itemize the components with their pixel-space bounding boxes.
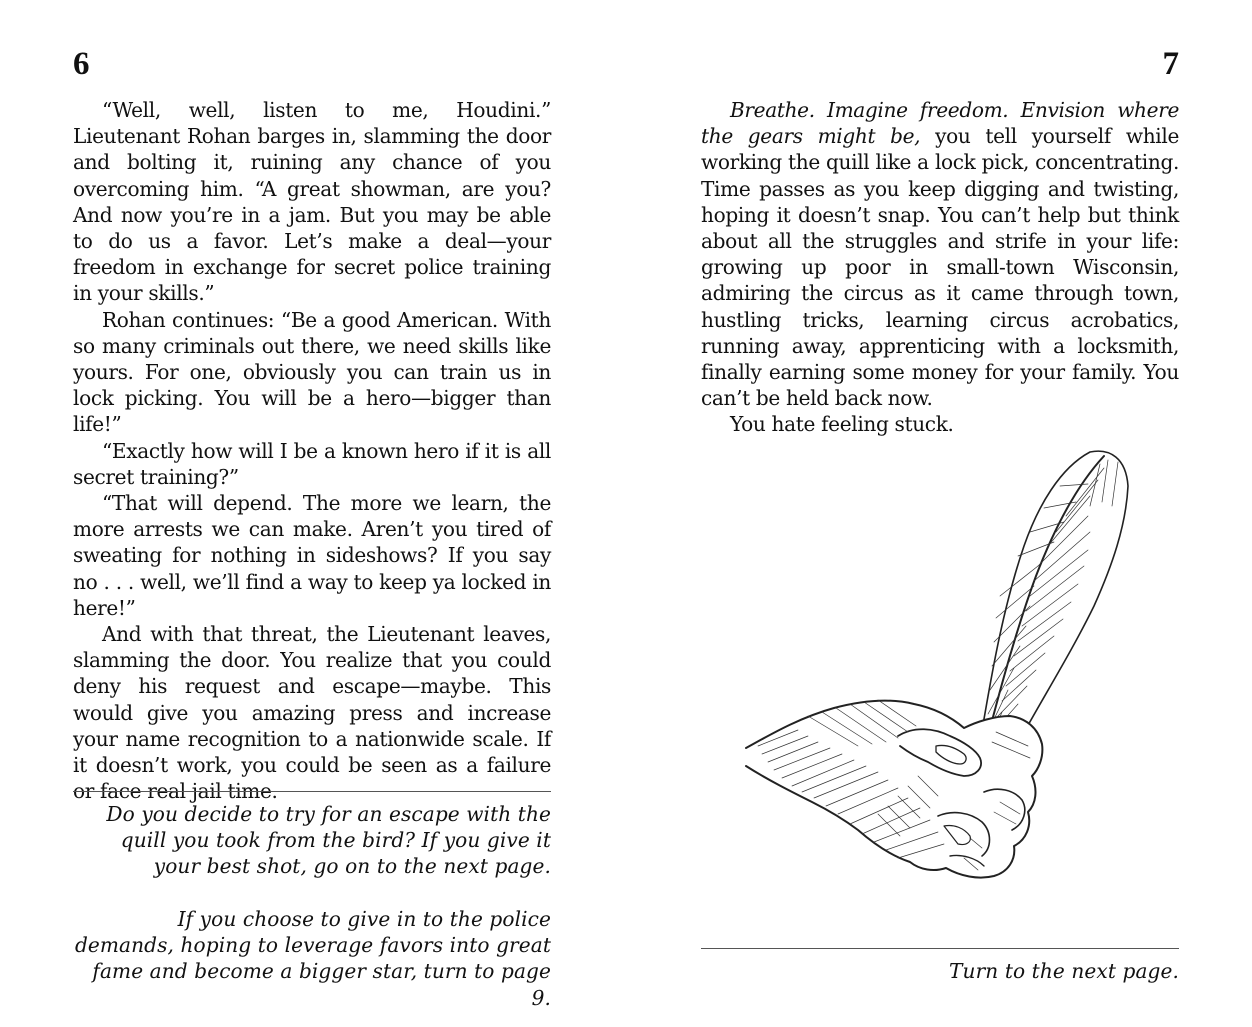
paragraph: Breathe. Imagine freedom. Envision where the gears might be, you tell yourself while working the quill like a lock pick, concentrating. Time passes as you keep digging and twisting, hoping it doesn’t snap. You can’t help but think about all the struggles and strife in your life: growing up poor in small-town Wisconsin, admiring the circus as it came through town, hustling tricks, learning circus acrobatics, running away, apprenticing with a locksmith, finally earning some money for your family. You can’t be held back now. — [701, 98, 1180, 411]
paragraph: “That will depend. The more we learn, the more arrests we can make. Aren’t you tired of sweating for nothing in sideshows? If you say no . . . well, we’ll find a way to keep ya locked in here!” — [73, 491, 551, 620]
paragraph: “Well, well, listen to me, Houdini.” Lieutenant Rohan barges in, slamming the door and bolting it, ruining any chance of you overcoming him. “A great showman, are you? And now you’re in a jam. But you may be able to do us a favor. Let’s make a deal—your freedom in exchange for secret police training in your skills.” — [73, 98, 551, 306]
inner-thought: Breathe. Imagine freedom. Envision where the gears might be, — [701, 98, 1179, 149]
page-number: 7 — [1162, 46, 1179, 82]
story-text — [701, 97, 1179, 438]
choice-escape: Do you decide to try for an escape with the quill you took from the bird? If you give it your best shot, go on to the next page. — [106, 802, 551, 879]
story-text — [73, 97, 551, 804]
page-number: 6 — [73, 46, 90, 82]
paragraph: Rohan continues: “Be a good American. With so many criminals out there, we need skills like yours. For one, obviously you can train us in lock picking. You will be a hero—bigger than life!” — [73, 307, 551, 437]
paragraph: You hate feeling stuck. — [730, 412, 954, 437]
choice-give-in: If you choose to give in to the police demands, hoping to leverage favors into great fame and become a bigger star, turn to page 9. — [74, 907, 551, 1010]
paragraph: And with that threat, the Lieutenant leaves, slamming the door. You realize that you could deny his request and escape—maybe. This would give you amazing press and increase your name recognition to a nationwide scale. If it doesn’t work, you could be seen as a failure or face real jail time. — [73, 622, 551, 804]
paragraph: “Exactly how will I be a known hero if it is all secret training?” — [73, 438, 551, 489]
hand-holding-quill-illustration — [738, 446, 1133, 886]
section-divider — [73, 791, 551, 792]
turn-page-instruction: Turn to the next page. — [949, 959, 1179, 983]
section-divider — [701, 948, 1179, 949]
